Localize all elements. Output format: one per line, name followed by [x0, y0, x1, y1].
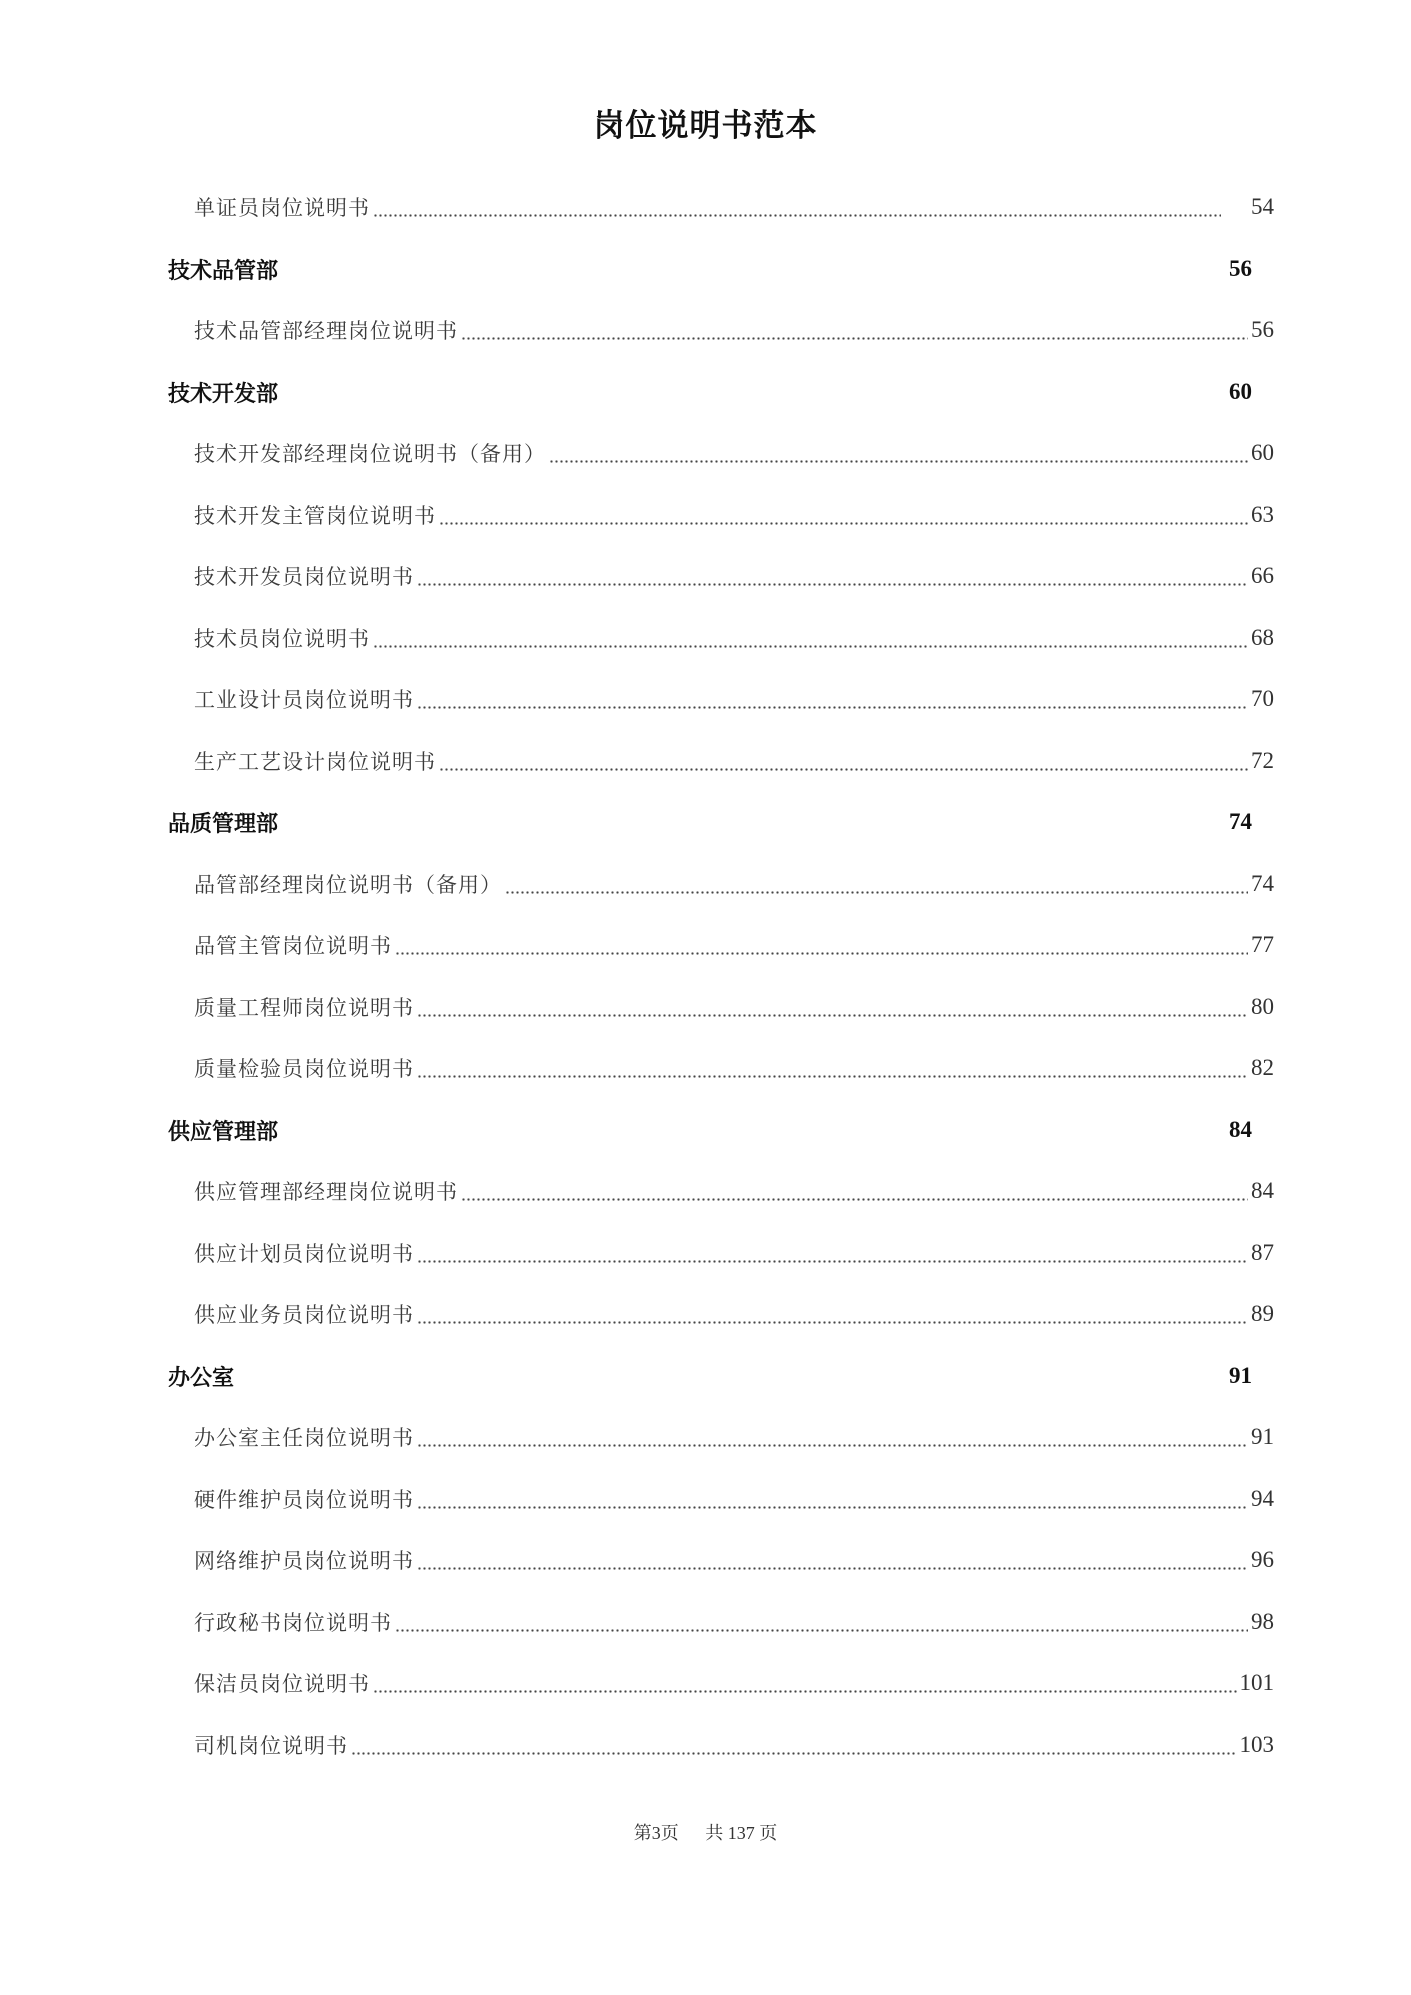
page-footer: [0, 1819, 1411, 1845]
toc-entry-page: 98: [1251, 1609, 1274, 1634]
toc-section-page: 74: [1229, 809, 1252, 834]
current-page-indicator: 第3页: [633, 1823, 679, 1843]
toc-entry-page: 103: [1239, 1732, 1274, 1757]
toc-section-page: 91: [1229, 1363, 1252, 1388]
toc-entry[interactable]: [194, 187, 1274, 227]
toc-entry[interactable]: [194, 310, 1274, 350]
toc-entry[interactable]: [194, 1294, 1274, 1334]
toc-entry-label: 供应管理部经理岗位说明书: [194, 1180, 458, 1204]
toc-entry[interactable]: [194, 495, 1274, 535]
toc-entry-page: 89: [1251, 1301, 1274, 1326]
toc-section-label: 办公室: [168, 1365, 235, 1391]
toc-entry-label: 技术开发员岗位说明书: [194, 565, 414, 589]
toc-entry[interactable]: [194, 1479, 1274, 1519]
dot-leader: [417, 1488, 1248, 1510]
toc-section-heading[interactable]: [168, 249, 1252, 289]
dot-leader: [439, 750, 1248, 772]
toc-entry[interactable]: [194, 679, 1274, 719]
toc-entry-page: 91: [1251, 1424, 1274, 1449]
toc-entry-page: 80: [1251, 994, 1274, 1019]
toc-section-page: 60: [1229, 379, 1252, 404]
toc-section-label: 技术开发部: [168, 381, 279, 407]
toc-entry-label: 硬件维护员岗位说明书: [194, 1488, 414, 1512]
toc-entry[interactable]: [194, 1602, 1274, 1642]
toc-entry[interactable]: [194, 556, 1274, 596]
toc-entry-label: 品管部经理岗位说明书（备用）: [194, 873, 502, 897]
toc-entry[interactable]: [194, 864, 1274, 904]
toc-entry-label: 保洁员岗位说明书: [194, 1672, 370, 1696]
toc-entry[interactable]: [194, 1540, 1274, 1580]
toc-entry-page: 72: [1251, 748, 1274, 773]
toc-entry-label: 单证员岗位说明书: [194, 196, 370, 220]
toc-section-heading[interactable]: [168, 372, 1252, 412]
toc-section-label: 技术品管部: [168, 258, 279, 284]
toc-entry-page: 101: [1239, 1670, 1274, 1695]
dot-leader: [549, 442, 1248, 464]
toc-section-page: 84: [1229, 1117, 1252, 1142]
toc-entry-page: 56: [1251, 317, 1274, 342]
toc-section-heading[interactable]: [168, 802, 1252, 842]
toc-entry-label: 网络维护员岗位说明书: [194, 1549, 414, 1573]
dot-leader: [417, 1242, 1248, 1264]
toc-entry[interactable]: [194, 1663, 1274, 1703]
toc-entry[interactable]: [194, 1417, 1274, 1457]
toc-entry[interactable]: [194, 741, 1274, 781]
toc-entry-label: 技术开发部经理岗位说明书（备用）: [194, 442, 546, 466]
dot-leader: [439, 504, 1248, 526]
toc-entry-page: 70: [1251, 686, 1274, 711]
toc-entry[interactable]: [194, 1233, 1274, 1273]
toc-entry-label: 质量检验员岗位说明书: [194, 1057, 414, 1081]
toc-entry-page: 74: [1251, 871, 1274, 896]
toc-entry-page: 77: [1251, 932, 1274, 957]
total-pages-indicator: 共 137 页: [705, 1823, 778, 1843]
dot-leader: [373, 1672, 1237, 1694]
dot-leader: [417, 1549, 1248, 1571]
toc-entry-label: 质量工程师岗位说明书: [194, 996, 414, 1020]
dot-leader: [417, 996, 1248, 1018]
toc-section-label: 供应管理部: [168, 1119, 279, 1145]
toc-entry-page: 94: [1251, 1486, 1274, 1511]
toc-entry-page: 63: [1251, 502, 1274, 527]
toc-entry-label: 行政秘书岗位说明书: [194, 1611, 392, 1635]
toc-entry-label: 技术员岗位说明书: [194, 627, 370, 651]
dot-leader: [417, 688, 1248, 710]
toc-entry-label: 技术品管部经理岗位说明书: [194, 319, 458, 343]
dot-leader: [461, 319, 1248, 341]
toc-entry-label: 供应业务员岗位说明书: [194, 1303, 414, 1327]
toc-entry-page: 96: [1251, 1547, 1274, 1572]
toc-entry-page: 66: [1251, 563, 1274, 588]
toc-section-heading[interactable]: [168, 1356, 1252, 1396]
toc-entry-label: 品管主管岗位说明书: [194, 934, 392, 958]
toc-entry[interactable]: [194, 987, 1274, 1027]
dot-leader: [373, 196, 1221, 218]
toc-entry[interactable]: [194, 925, 1274, 965]
toc-entry-page: 60: [1251, 440, 1274, 465]
dot-leader: [373, 627, 1248, 649]
dot-leader: [461, 1180, 1248, 1202]
toc-entry-label: 司机岗位说明书: [194, 1734, 348, 1758]
toc-entry[interactable]: [194, 618, 1274, 658]
toc-section-page: 56: [1229, 256, 1252, 281]
dot-leader: [417, 1426, 1248, 1448]
toc-entry[interactable]: [194, 433, 1274, 473]
dot-leader: [395, 1611, 1248, 1633]
toc-entry-label: 生产工艺设计岗位说明书: [194, 750, 436, 774]
dot-leader: [417, 1057, 1248, 1079]
toc-entry-label: 供应计划员岗位说明书: [194, 1242, 414, 1266]
toc-entry-page: 68: [1251, 625, 1274, 650]
document-title: 岗位说明书范本: [593, 108, 818, 144]
toc-entry-page: 84: [1251, 1178, 1274, 1203]
dot-leader: [395, 934, 1248, 956]
dot-leader: [351, 1734, 1237, 1756]
toc-section-heading[interactable]: [168, 1110, 1252, 1150]
toc-section-label: 品质管理部: [168, 811, 279, 837]
toc-entry-page: 82: [1251, 1055, 1274, 1080]
toc-entry[interactable]: [194, 1048, 1274, 1088]
dot-leader: [417, 1303, 1248, 1325]
toc-entry[interactable]: [194, 1171, 1274, 1211]
toc-entry-label: 工业设计员岗位说明书: [194, 688, 414, 712]
dot-leader: [505, 873, 1248, 895]
toc-entry-label: 技术开发主管岗位说明书: [194, 504, 436, 528]
toc-entry-page: 54: [1251, 194, 1274, 219]
toc-entry-label: 办公室主任岗位说明书: [194, 1426, 414, 1450]
toc-entry-page: 87: [1251, 1240, 1274, 1265]
dot-leader: [417, 565, 1248, 587]
toc-entry[interactable]: [194, 1725, 1274, 1765]
